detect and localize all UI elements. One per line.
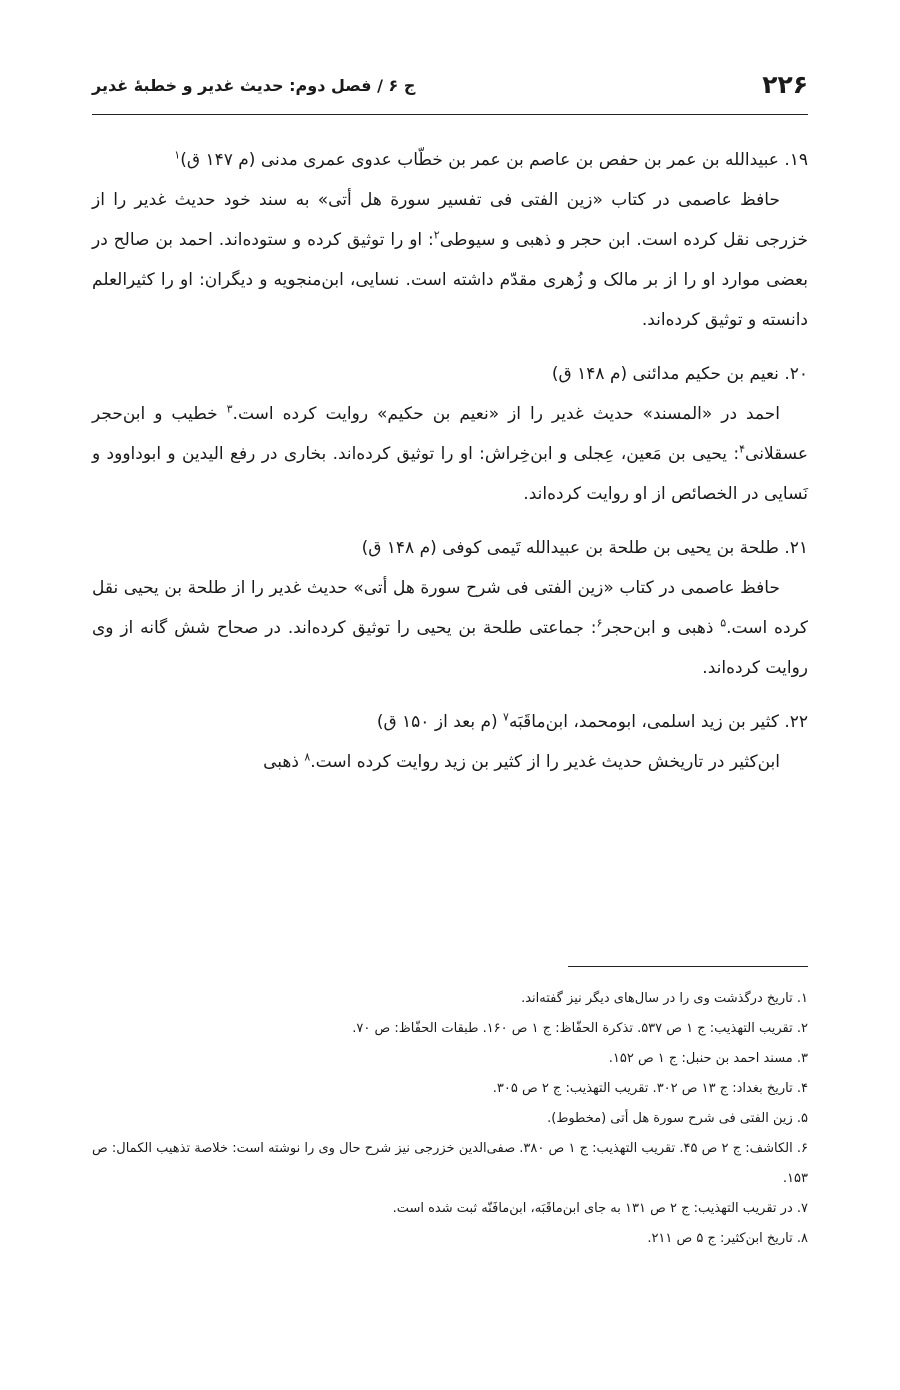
section-body-22: ابن‌کثیر در تاریخش حدیث غدیر را از کثیر بن زید روایت کرده است.$^۸$ ذهبی [263,750,780,772]
footnote-separator [568,966,808,967]
running-title: ج ۶ / فصل دوم: حدیث غدیر و خطبهٔ غدیر [92,76,416,95]
footnote-5: ۵. زین الفتی فی شرح سورة هل أتی (مخطوط). [547,1111,808,1126]
page-number: ۲۲۶ [762,70,808,99]
section-body-19: حافظ عاصمی در کتاب «زین الفتی فی تفسیر سورة هل أتی» به سند خود حدیث غدیر را از خزرجی نقل کرده است. ابن حجر و ذهبی و سیوطی$^۲$: او را توثیق کرده و ستوده‌اند. احمد بن صالح در بعضی موارد او را از بر مالک و زُهری مقدّم داشته است. نسایی، ابن‌منجویه و دیگران: او را کثیرالعلم دانسته و توثیق کرده‌اند. [92,190,808,330]
footnote-ref: ۵ [720,616,727,630]
footnote-6: ۶. الکاشف: ج ۲ ص ۴۵. تقریب التهذیب: ج ۱ ص ۳۸۰. صفی‌الدین خزرجی نیز شرح حال وی را نوشته است: خلاصة تذهیب الکمال: ص ۱۵۳. [92,1141,809,1186]
footnote-8: ۸. تاریخ ابن‌کثیر: ج ۵ ص ۲۱۱. [647,1231,808,1246]
book-page [92,0,808,1390]
footnote-2: ۲. تقریب التهذیب: ج ۱ ص ۵۳۷. تذکرة الحفّاظ: ج ۱ ص ۱۶۰. طبقات الحفّاظ: ص ۷۰. [352,1021,808,1036]
footnotes [92,984,808,1254]
footnote-ref: ۴ [739,442,746,456]
main-text [92,140,808,782]
footnote-1: ۱. تاریخ درگذشت وی را در سال‌های دیگر نیز گفته‌اند. [521,991,808,1006]
header-rule [92,114,808,115]
page-header [92,62,808,114]
footnote-ref: ۳ [226,402,233,416]
footnote-ref: ۲ [433,228,440,242]
footnote-ref: ۶ [596,616,603,630]
footnote-ref: ۱ [174,148,181,162]
footnote-4: ۴. تاریخ بغداد: ج ۱۳ ص ۳۰۲. تقریب التهذیب: ج ۲ ص ۳۰۵. [492,1081,808,1096]
footnote-ref: ۷ [503,710,509,724]
section-body-20: احمد در «المسند» حدیث غدیر را از «نعیم بن حکیم» روایت کرده است.$^۳$ خطیب و ابن‌حجر عسقلانی$^۴$: یحیی بن مَعین، عِجلی و ابن‌خِراش: او را توثیق کرده‌اند. بخاری در رفع الیدین و ابوداوود و نَسایی در الخصائص از او روایت کرده‌اند. [92,402,808,504]
footnote-ref: ۸ [304,750,311,764]
footnote-3: ۳. مسند احمد بن حنبل: ج ۱ ص ۱۵۲. [608,1051,808,1066]
footnote-7: ۷. در تقریب التهذیب: ج ۲ ص ۱۳۱ به جای ابن‌ماقَبَه، ابن‌مافَنّه ثبت شده است. [392,1201,808,1216]
section-heading-21: ۲۱. طلحة بن یحیی بن طلحة بن عبیدالله تَیمی کوفی (م ۱۴۸ ق) [361,538,808,558]
section-heading-20: ۲۰. نعیم بن حکیم مدائنی (م ۱۴۸ ق) [551,364,808,384]
section-heading-22: ۲۲. کثیر بن زید اسلمی، ابومحمد، ابن‌ماقَبَه$^۷$ (م بعد از ۱۵۰ ق) [376,710,808,732]
section-body-21: حافظ عاصمی در کتاب «زین الفتی فی شرح سورة هل أتی» حدیث غدیر را از طلحة بن یحیی نقل کرده است.$^۵$ ذهبی و ابن‌حجر$^۶$: جماعتی طلحة بن یحیی را توثیق کرده‌اند. در صحاح شش گانه از وی روایت کرده‌اند. [92,578,809,678]
section-heading-19: ۱۹. عبیدالله بن عمر بن حفص بن عاصم بن عمر بن خطّاب عدوی عمری مدنی (م ۱۴۷ ق)$^۱$ [174,148,808,170]
